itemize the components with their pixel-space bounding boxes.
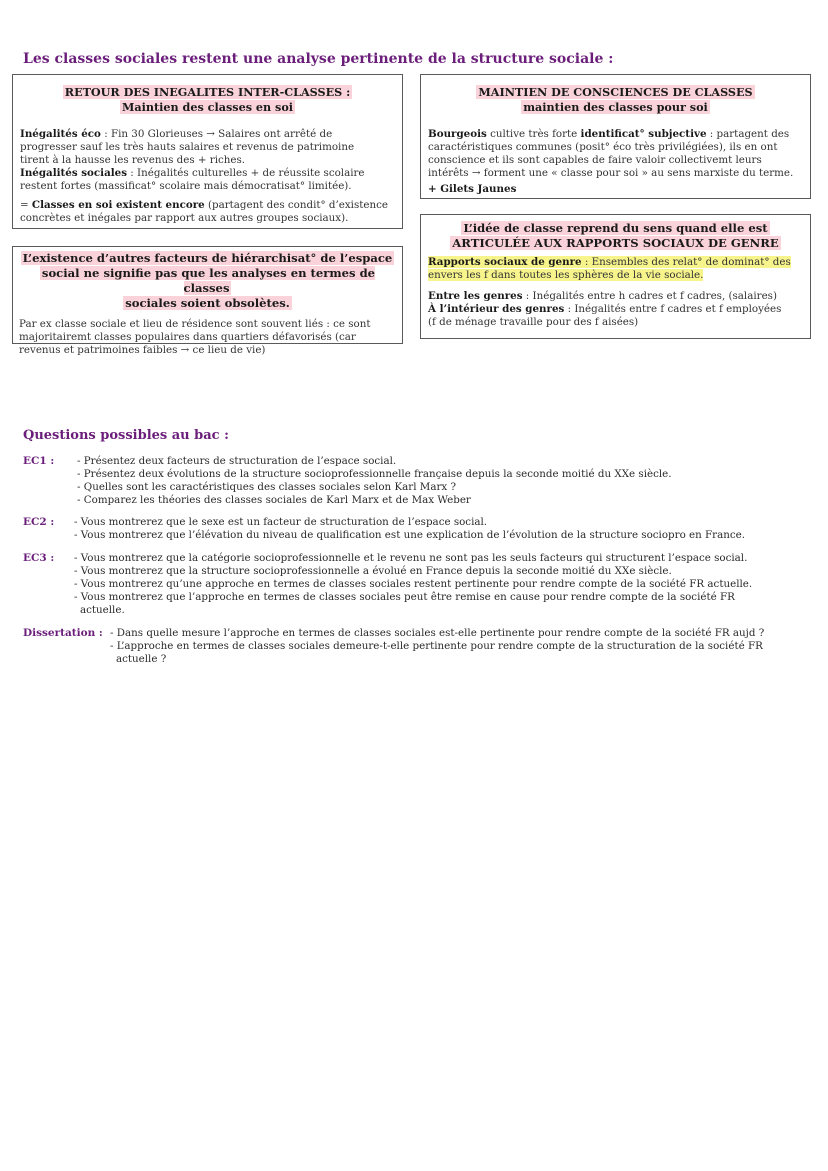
box3-title-line1: MAINTIEN DE CONSCIENCES DE CLASSES — [478, 85, 753, 99]
ec1-list — [77, 455, 672, 507]
box2-paragraph — [19, 318, 396, 357]
box4-p3-text: : Inégalités entre f cadres et f employées — [564, 303, 782, 315]
box-consciences-de-classes — [420, 74, 811, 199]
ec1-label: EC1 : — [23, 455, 55, 467]
box4-p3-bold: À l’intérieur des genres — [428, 303, 565, 315]
box1-p1-bold: Inégalités éco — [20, 128, 101, 140]
box1-title-line1: RETOUR DES INEGALITES INTER-CLASSES : — [64, 85, 351, 99]
questions-title: Questions possibles au bac : — [23, 428, 229, 443]
dissertation-label: Dissertation : — [23, 627, 103, 639]
box1-p1-text-c: tirent à la hausse les revenus des + riches. — [20, 154, 246, 166]
box3-gilets-jaunes: + Gilets Jaunes — [428, 183, 517, 195]
box1-p1-text-b: progresser sauf les très hauts salaires et revenus de patrimoine — [20, 141, 355, 153]
box3-p1-text-d: intérêts → forment une « classe pour soi » au sens marxiste du terme. — [428, 167, 794, 179]
box4-p2-bold: Entre les genres — [428, 290, 523, 302]
box4-title — [428, 221, 803, 251]
list-item: - Vous montrerez que la catégorie socioprofessionnelle et le revenu ne sont pas les seuls facteurs qui structurent l’espace social. — [74, 552, 748, 564]
box2-title — [19, 251, 396, 311]
box1-title — [20, 85, 395, 114]
box3-p1-text-a: : partagent des — [706, 128, 790, 140]
list-item: - Vous montrerez que le sexe est un facteur de structuration de l’espace social. — [74, 516, 488, 528]
box-inegalites-inter-classes — [12, 74, 403, 229]
list-item: - Vous montrerez que la structure socioprofessionnelle a évolué en France depuis la seconde moitié du XXe siècle. — [74, 565, 672, 577]
list-item: - Dans quelle mesure l’approche en termes de classes sociales est-elle pertinente pour rendre compte de la société FR aujd ? — [110, 627, 765, 639]
list-item: - Présentez deux évolutions de la structure socioprofessionnelle française depuis la seconde moitié du XXe siècle. — [77, 468, 672, 480]
box-autres-facteurs — [12, 246, 403, 356]
ec2-list — [74, 516, 745, 542]
list-item: - Quelles sont les caractéristiques des classes sociales selon Karl Marx ? — [77, 481, 456, 493]
box1-p2-bold: Inégalités sociales — [20, 167, 128, 179]
box3-p1-text-b: caractéristiques communes (posit° éco très privilégiées), ils en ont — [428, 141, 778, 153]
box1-p2-text-a: : Inégalités culturelles + de réussite scolaire — [127, 167, 365, 179]
list-item: - Comparez les théories des classes sociales de Karl Marx et de Max Weber — [77, 494, 471, 506]
list-item: - Présentez deux facteurs de structuration de l’espace social. — [77, 455, 397, 467]
box3-p1-mid: cultive très forte — [486, 128, 581, 140]
list-item: - Vous montrerez qu’une approche en termes de classes sociales restent pertinente pour rendre compte de la société FR actuelle. — [74, 578, 753, 590]
box2-text-b: majoritairemt classes populaires dans quartiers défavorisés (car — [19, 331, 356, 343]
box1-paragraph-eco — [20, 128, 395, 167]
box3-p1-text-c: conscience et ils sont capables de faire valoir collectivemt leurs — [428, 154, 762, 166]
box1-p3-text-a: (partagent des condit° d’existence — [204, 199, 388, 211]
box1-paragraph-conclusion — [20, 199, 395, 225]
box4-title-line1: L’idée de classe reprend du sens quand elle est — [463, 221, 768, 235]
box-rapports-sociaux-genre — [420, 214, 811, 339]
box4-p2-text: : Inégalités entre h cadres et f cadres, (salaires) — [522, 290, 777, 302]
list-item: - Vous montrerez que l’élévation du niveau de qualification est une explication de l’évolution de la structure sociopro en France. — [74, 529, 746, 541]
box4-p1-text-a: Ensembles des relat° de dominat° des — [591, 256, 791, 268]
box3-title-line2: maintien des classes pour soi — [523, 99, 708, 114]
list-item: actuelle. — [80, 604, 125, 616]
box2-title-line1: L’existence d’autres facteurs de hiérarchisat° de l’espace — [22, 251, 393, 265]
box4-title-line2: ARTICULÉE AUX RAPPORTS SOCIAUX DE GENRE — [452, 236, 779, 250]
box4-paragraph-genres — [428, 290, 803, 329]
box4-p1-text-b: envers les f dans toutes les sphères de la vie sociale. — [428, 269, 704, 281]
box1-p1-text-a: : Fin 30 Glorieuses → Salaires ont arrêté de — [100, 128, 333, 140]
ec3-label: EC3 : — [23, 552, 55, 564]
box2-text-a: Par ex classe sociale et lieu de résidence sont souvent liés : ce sont — [19, 318, 371, 330]
box3-p1-bold2: identificat° subjective — [580, 128, 707, 140]
box4-p1-sep: : — [581, 256, 592, 268]
box3-paragraph-bourgeois — [428, 128, 803, 180]
box1-p2-text-b: restent fortes (massificat° scolaire mais démocratisat° limitée). — [20, 180, 352, 192]
box1-p3-prefix: = — [20, 199, 32, 211]
box4-p4: (f de ménage travaille pour des f aisées) — [428, 316, 639, 328]
box4-p1-bold: Rapports sociaux de genre — [428, 256, 582, 268]
ec3-list — [74, 552, 752, 617]
box1-title-line2: Maintien des classes en soi — [121, 99, 294, 114]
list-item: actuelle ? — [116, 653, 167, 665]
box3-p1-bold: Bourgeois — [428, 128, 487, 140]
box1-p3-text-b: concrètes et inégales par rapport aux autres groupes sociaux). — [20, 212, 349, 224]
box2-text-c: revenus et patrimoines faibles → ce lieu de vie) — [19, 344, 266, 356]
list-item: - Vous montrerez que l’approche en termes de classes sociales peut être remise en cause pour rendre compte de la société FR — [74, 591, 735, 603]
box2-title-line2: social ne signifie pas que les analyses en termes de classes — [41, 266, 376, 295]
box1-paragraph-sociales — [20, 167, 395, 193]
page-title: Les classes sociales restent une analyse pertinente de la structure sociale : — [23, 51, 614, 67]
box4-paragraph-rapports — [428, 256, 803, 282]
dissertation-list — [110, 627, 764, 666]
box3-title — [428, 85, 803, 114]
list-item: - L’approche en termes de classes sociales demeure-t-elle pertinente pour rendre compte de la structuration de la société FR — [110, 640, 763, 652]
ec2-label: EC2 : — [23, 516, 55, 528]
box1-p3-bold: Classes en soi existent encore — [31, 199, 205, 211]
box2-title-line3: sociales soient obsolètes. — [125, 296, 290, 310]
